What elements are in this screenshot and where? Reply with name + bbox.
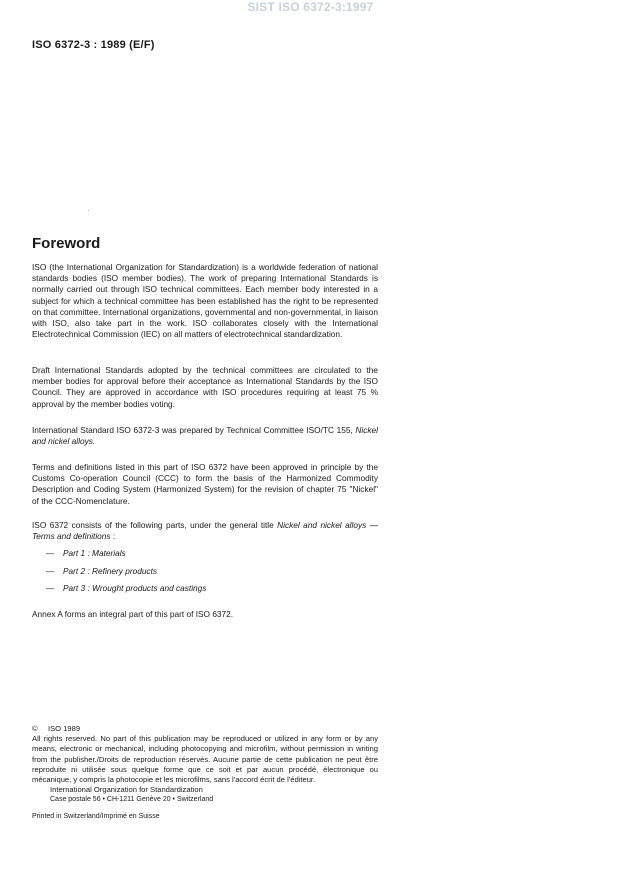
document-header: ISO 6372-3 : 1989 (E/F) — [32, 39, 155, 51]
paragraph-terms-definitions: Terms and definitions listed in this part of ISO 6372 have been approved in principle by the Customs Co-operation Council (CCC) to form the basis of the Harmonized Commodity Description and Coding System (Harmonized System) for the revision of chapter 75 "Nickel" of the CCC-Nomenclature. — [32, 462, 378, 506]
part-name: Part 2 : Refinery products — [63, 565, 158, 576]
copyright-year: ISO 1989 — [48, 724, 81, 733]
paragraph-prepared-by — [32, 425, 378, 447]
paragraph-draft-standards: Draft International Standards adopted by the technical committees are circulated to the member bodies for approval before their acceptance as International Standards by the ISO Council. They are approved in accordance with ISO procedures requiring at least 75 % approval by the member bodies voting. — [32, 365, 378, 409]
list-dash: — — [46, 565, 55, 576]
printed-in: Printed in Switzerland/Imprimé en Suisse — [32, 812, 160, 820]
committee-title: Nickel and nickel alloys. — [32, 425, 378, 447]
list-item — [32, 566, 378, 577]
prepared-by-text: International Standard ISO 6372-3 was prepared by Technical Committee ISO/TC 155, — [32, 425, 353, 435]
organization-address: Case postale 56 • CH-1211 Genève 20 • Switzerland — [50, 796, 214, 804]
foreword-title: Foreword — [32, 235, 101, 252]
copyright-notice — [32, 734, 378, 785]
list-dash: — — [46, 548, 55, 559]
paragraph-annex: Annex A forms an integral part of this part of ISO 6372. — [32, 609, 234, 619]
copyright-english: All rights reserved. No part of this publication may be reproduced or utilized in any form or by any means, electronic or mechanical, including photocopying and microfilm, without permission in writing from the publisher. — [32, 734, 378, 764]
parts-intro-end: : — [110, 531, 116, 542]
general-title: Nickel and nickel alloys — Terms and definitions — [32, 520, 379, 542]
list-item — [32, 583, 378, 594]
copyright-icon: © — [32, 724, 38, 733]
paragraph-iso-intro: ISO (the International Organization for Standardization) is a worldwide federation of national standards bodies (ISO member bodies). The work of preparing International Standards is normally carried out through ISO technical committees. Each member body interested in a subject for which a technical committee has been established has the right to be represented on that committee. International organizations, governmental and non-governmental, in liaison with ISO, also take part in the work. ISO collaborates closely with the International Electrotechnical Commission (IEC) on all matters of electrotechnical standardization. — [32, 262, 378, 340]
watermark: SIST ISO 6372-3:1997 — [247, 0, 374, 14]
copyright-french: /Droits de reproduction réservés. Aucune partie de cette publication ne peut être reproduite ni utilisée sous quelque forme que ce soit et par aucun procédé, électronique ou mécanique, y compris la photocopie et les microfilms, sans l'accord écrit de l'éditeur. — [32, 754, 378, 785]
organization-name: International Organization for Standardization — [50, 785, 203, 795]
scan-speck — [88, 210, 89, 211]
parts-intro-text: ISO 6372 consists of the following parts, under the general title — [32, 520, 274, 530]
paragraph-parts — [32, 520, 378, 594]
part-name: Part 3 : Wrought products and castings — [63, 582, 207, 593]
part-name: Part 1 : Materials — [63, 548, 126, 559]
list-item — [32, 548, 378, 559]
list-dash: — — [46, 582, 55, 593]
parts-list — [32, 548, 378, 594]
copyright-block — [32, 724, 378, 822]
